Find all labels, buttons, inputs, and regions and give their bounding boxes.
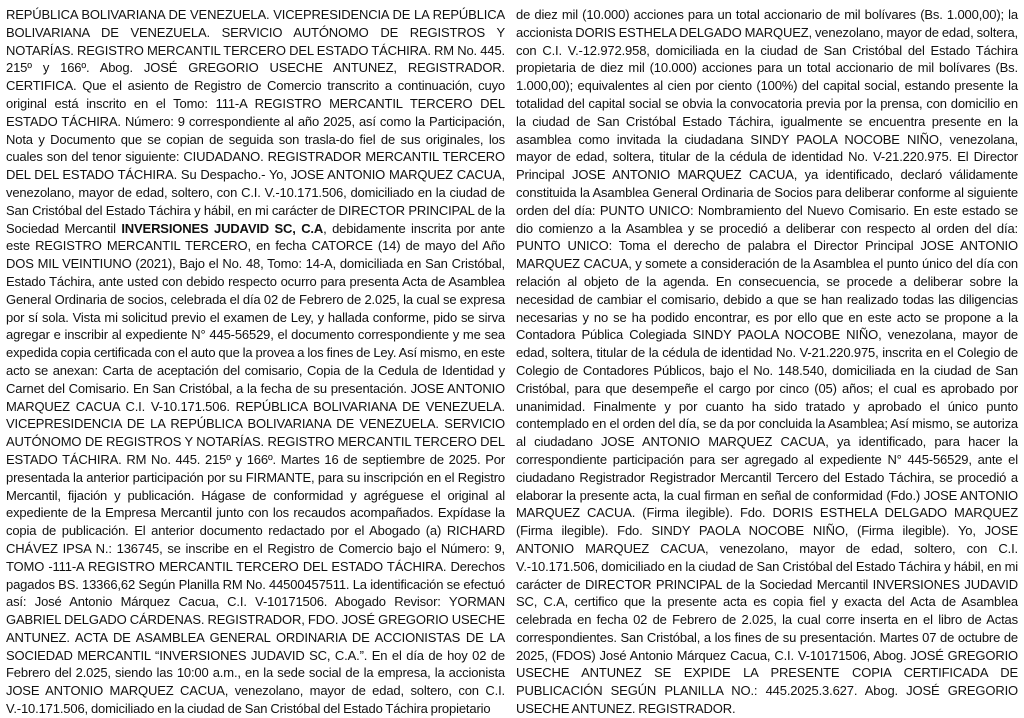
column-gutter (510, 8, 511, 670)
right-column-paragraph: de diez mil (10.000) acciones para un total accionario de mil bolívares (Bs. 1.000,00); la accionista DORIS ESTHELA DELGADO MARQUEZ, venezolano, mayor de edad, soltera, con C.I. V.-12.972.958, domiciliada en la ciudad de San Cristóbal del Estado Táchira propietaria de diez mil (10.000) acciones para un total accionario de mil bolívares (Bs. 1.000,00); equivalentes al cien por ciento (100%) del capital social, estando presente la totalidad del capital social se obvia la convocatoria previa por la prensa, con domicilio en la ciudad de San Cristóbal Estado Táchira, igualmente se encuentra presente en la asamblea como invitada la ciudadana SINDY PAOLA NOCOBE NIÑO, venezolana, mayor de edad, soltera, titular de la cédula de identidad No. V-21.220.975. El Director Principal JOSE ANTONIO MARQUEZ CACUA, ya identificado, declaró válidamente constituida la Asamblea General Ordinaria de Socios para deliberar conforme al siguiente orden del día: PUNTO UNICO: Nombramiento del Nuevo Comisario. En este estado se dio comienzo a la Asamblea y se procedió a deliberar con respecto al orden del día: PUNTO UNICO: Toma el derecho de palabra el Director Principal JOSE ANTONIO MARQUEZ CACUA, y somete a consideración de la Asamblea el punto único del día con relación al objeto de la agenda. En consecuencia, se procede a deliberar sobre la necesidad de cambiar el comisario, debido a que se han realizado todas las diligencias necesarias y no se ha podido encontrar, es por ello que en este acto se propone a la Contadora Pública Colegiada SINDY PAOLA NOCOBE NIÑO, venezolana, mayor de edad, soltera, titular de la cédula de identidad No. V-21.220.975, inscrita en el Colegio de Colegio de Contadores Públicos, bajo el No. 148.540, domiciliada en la ciudad de San Cristóbal, para que desempeñe el cargo por cinco (05) años; el cual es aprobado por unanimidad. Finalmente y por cuanto ha sido tratado y aprobado el único punto contemplado en el orden del día, se da por concluida la Asamblea; Así mismo, se autoriza al ciudadano JOSE ANTONIO MARQUEZ CACUA, ya identificado, para hacer la correspondiente participación para ser agregado al expediente N° 445-56529, ante el ciudadano Registrador Registrador Mercantil Tercero del Estado Táchira, se procedió a elaborar la presente acta, la cual firman en señal de conformidad (Fdo.) JOSE ANTONIO MARQUEZ CACUA. (Firma ilegible). Fdo. DORIS ESTHELA DELGADO MARQUEZ (Firma ilegible). Fdo. SINDY PAOLA NOCOBE NIÑO, (Firma ilegible). Yo, JOSE ANTONIO MARQUEZ CACUA, venezolano, mayor de edad, soltero, con C.I. V.-10.171.506, domiciliado en la ciudad de San Cristóbal del Estado Táchira y hábil, en mi carácter de DIRECTOR PRINCIPAL de la Sociedad Mercantil INVERSIONES JUDAVID SC, C.A, certifico que la presente acta es copia fiel y exacta del Acta de Asamblea celebrada en fecha 02 de Febrero de 2.025, la cual corre inserta en el libro de Actas correspondientes. San Cristóbal, a los fines de su presentación. Martes 07 de octubre de 2025, (FDOS) José Antonio Márquez Cacua, C.I. V-10171506, Abog. JOSÉ GREGORIO USECHE ANTUNEZ SE EXPIDE LA PRESENTE COPIA CERTIFICADA DE PUBLICACIÓN SEGÚN PLANILLA NO.: 445.2025.3.627. Abog. JOSÉ GREGORIO USECHE ANTUNEZ. REGISTRADOR. (516, 7, 1018, 717)
left-text-before-company: REPÚBLICA BOLIVARIANA DE VENEZUELA. VICEPRESIDENCIA DE LA REPÚBLICA BOLIVARIANA DE VENEZUELA. SERVICIO AUTÓNOMO DE REGISTROS Y NOTARÍAS. REGISTRO MERCANTIL TERCERO DEL ESTADO TÁCHIRA. RM No. 445. 215º y 166º. Abog. JOSÉ GREGORIO USECHE ANTUNEZ, REGISTRADOR. CERTIFICA. Que el asiento de Registro de Comercio transcrito a continuación, cuyo original está inscrito en el Tomo: 111-A REGISTRO MERCANTIL TERCERO DEL ESTADO TÁCHIRA. Número: 9 correspondiente al año 2025, así como la Participación, Nota y Documento que se copian de seguida son trasla-do fiel de sus originales, los cuales son del tenor siguiente: CIUDADANO. REGISTRADOR MERCANTIL TERCERO DEL DEL ESTADO TÁCHIRA. Su Despacho.- Yo, JOSE ANTONIO MARQUEZ CACUA, venezolano, mayor de edad, soltero, con C.I. V.-10.171.506, domiciliado en la ciudad de San Cristóbal del Estado Táchira y hábil, en mi carácter de DIRECTOR PRINCIPAL de la Sociedad Mercantil (6, 7, 505, 236)
left-text-after-company: , debidamente inscrita por ante este REGISTRO MERCANTIL TERCERO, en fecha CATORCE (14) de mayo del Año DOS MIL VEINTIUNO (2021), Bajo el No. 48, Tomo: 14-A, domiciliada en San Cristóbal, Estado Táchira, ante usted con debido respecto ocurro para presenta Acta de Asamblea General Ordinaria de socios, celebrada el día 02 de Febrero de 2.025, la cual se expresa por sí sola. Vista mi solicitud previo el examen de Ley, y hallada conforme, pido se sirva agregar e inscribir al expediente N° 445-56529, el documento correspondiente y me sea expedida copia certificada con el auto que la provea a los fines de Ley. Así mismo, en este acto se anexan: Carta de aceptación del comisario, Copia de la Cedula de Identidad y Carnet del Comisario. En San Cristóbal, a la fecha de su presentación. JOSE ANTONIO MARQUEZ CACUA C.I. V-10.171.506. REPÚBLICA BOLIVARIANA DE VENEZUELA. VICEPRESIDENCIA DE LA REPÚBLICA BOLIVARIANA DE VENEZUELA. SERVICIO AUTÓNOMO DE REGISTROS Y NOTARÍAS. REGISTRO MERCANTIL TERCERO DEL ESTADO TÁCHIRA. RM No. 445. 215º y 166º. Martes 16 de septiembre de 2025. Por presentada la anterior participación por su FIRMANTE, para su inscripción en el Registro Mercantil, fijación y publicación. Hágase de conformidad y agréguese el original al expediente de la Empresa Mercantil junto con los recaudos acompañados. Expídase la copia de publicación. El anterior documento redactado por el Abogado (a) RICHARD CHÁVEZ IPSA N.: 136745, se inscribe en el Registro de Comercio bajo el Número: 9, TOMO -111-A REGISTRO MERCANTIL TERCERO DEL ESTADO TÁCHIRA. Derechos pagados BS. 13366,62 Según Planilla RM No. 44500457511. La identificación se efectuó así: José Antonio Márquez Cacua, C.I. V-10171506. Abogado Revisor: YORMAN GABRIEL DELGADO CÁRDENAS. REGISTRADOR, FDO. JOSÉ GREGORIO USECHE ANTUNEZ. ACTA DE ASAMBLEA GENERAL ORDINARIA DE ACCIONISTAS DE LA SOCIEDAD MERCANTIL “INVERSIONES JUDAVID SC, C.A.”. En el día de hoy 02 de Febrero del 2.025, siendo las 10:00 a.m., en la sede social de la empresa, la accionista JOSE ANTONIO MARQUEZ CACUA, venezolano, mayor de edad, soltero, con C.I. V.-10.171.506, domiciliado en la ciudad de San Cristóbal del Estado Táchira propietario (6, 220, 505, 717)
left-text-column (6, 6, 505, 717)
right-text-column (516, 6, 1018, 717)
left-column-paragraph (6, 6, 505, 718)
company-name-bold: INVERSIONES JUDAVID SC, C.A (121, 220, 324, 236)
